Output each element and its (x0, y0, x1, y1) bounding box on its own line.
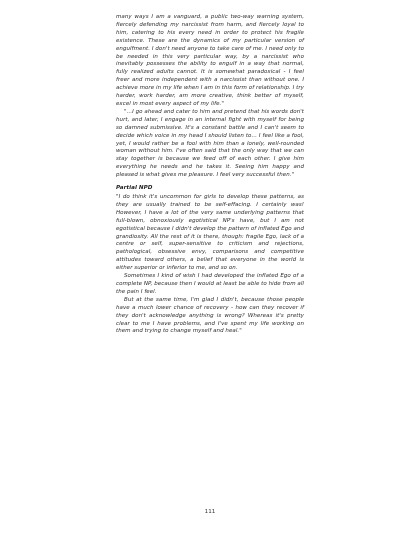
section-heading: Partial NPD (116, 185, 153, 192)
paragraph-continuation: many ways I am a vanguard, a public two-way warning system, fiercely defending my narcissist from harm, and fiercely loyal to him, catering to his every need in order to protect his fragile existence. These are the dynamics of my particular version of engulfment. I don't need anyone to take care of me. I need only to be needed in this very particular way, by a narcissist who inevitably possesses the ability to engulf in a way that normal, fully realized adults cannot. It is somewhat paradoxical - I feel freer and more independent with a narcissist than without one. I achieve more in my life when I am in this form of relationship. I try harder, work harder, am more creative, think better of myself, excel in most every aspect of my life." (116, 14, 304, 107)
paragraph: But at the same time, I'm glad I didn't, because those people have a much lower chance of recovery - how can they recover if they don't acknowledge anything is wrong? Whereas it's pretty clear to me I have problems, and I've spent my life working on them and trying to change myself and heal." (116, 296, 304, 335)
paragraph-quote: "…I go ahead and cater to him and pretend that his words don't hurt, and later, I engage in an internal fight with myself for being so damned submissive. It's a constant battle and I can't seem to decide which voice in my head I should listen to… I feel like a fool, yet, I would rather be a fool with him than a lonely, well-rounded woman without him. I've often said that the only way that we can stay together is because we feed off of each other. I give him everything he needs and he takes it. Seeing him happy and pleased is what gives me pleasure. I feel very successful then." (116, 108, 304, 179)
body-text (116, 14, 304, 336)
page-number: 111 (204, 509, 216, 515)
paragraph: Sometimes I kind of wish I had developed the inflated Ego of a complete NP, because then I would at least be able to hide from all the pain I feel. (116, 273, 304, 295)
paragraph-quote-start: "I do think it's uncommon for girls to develop these patterns, as they are usually trained to be self-effacing. I certainly was! However, I have a lot of the very same underlying patterns that full-blown, obnoxiously egotistical NP's have, but I am not egotistical because I didn't develop the pattern of inflated Ego and grandiosity. All the rest of it is there, though: fragile Ego, lack of a centre or self, super-sensitive to criticism and rejections, pathological, obsessive envy, comparisons and competitive attitudes toward others, a belief that everyone in the world is either superior or inferior to me, and so on. (116, 194, 304, 272)
